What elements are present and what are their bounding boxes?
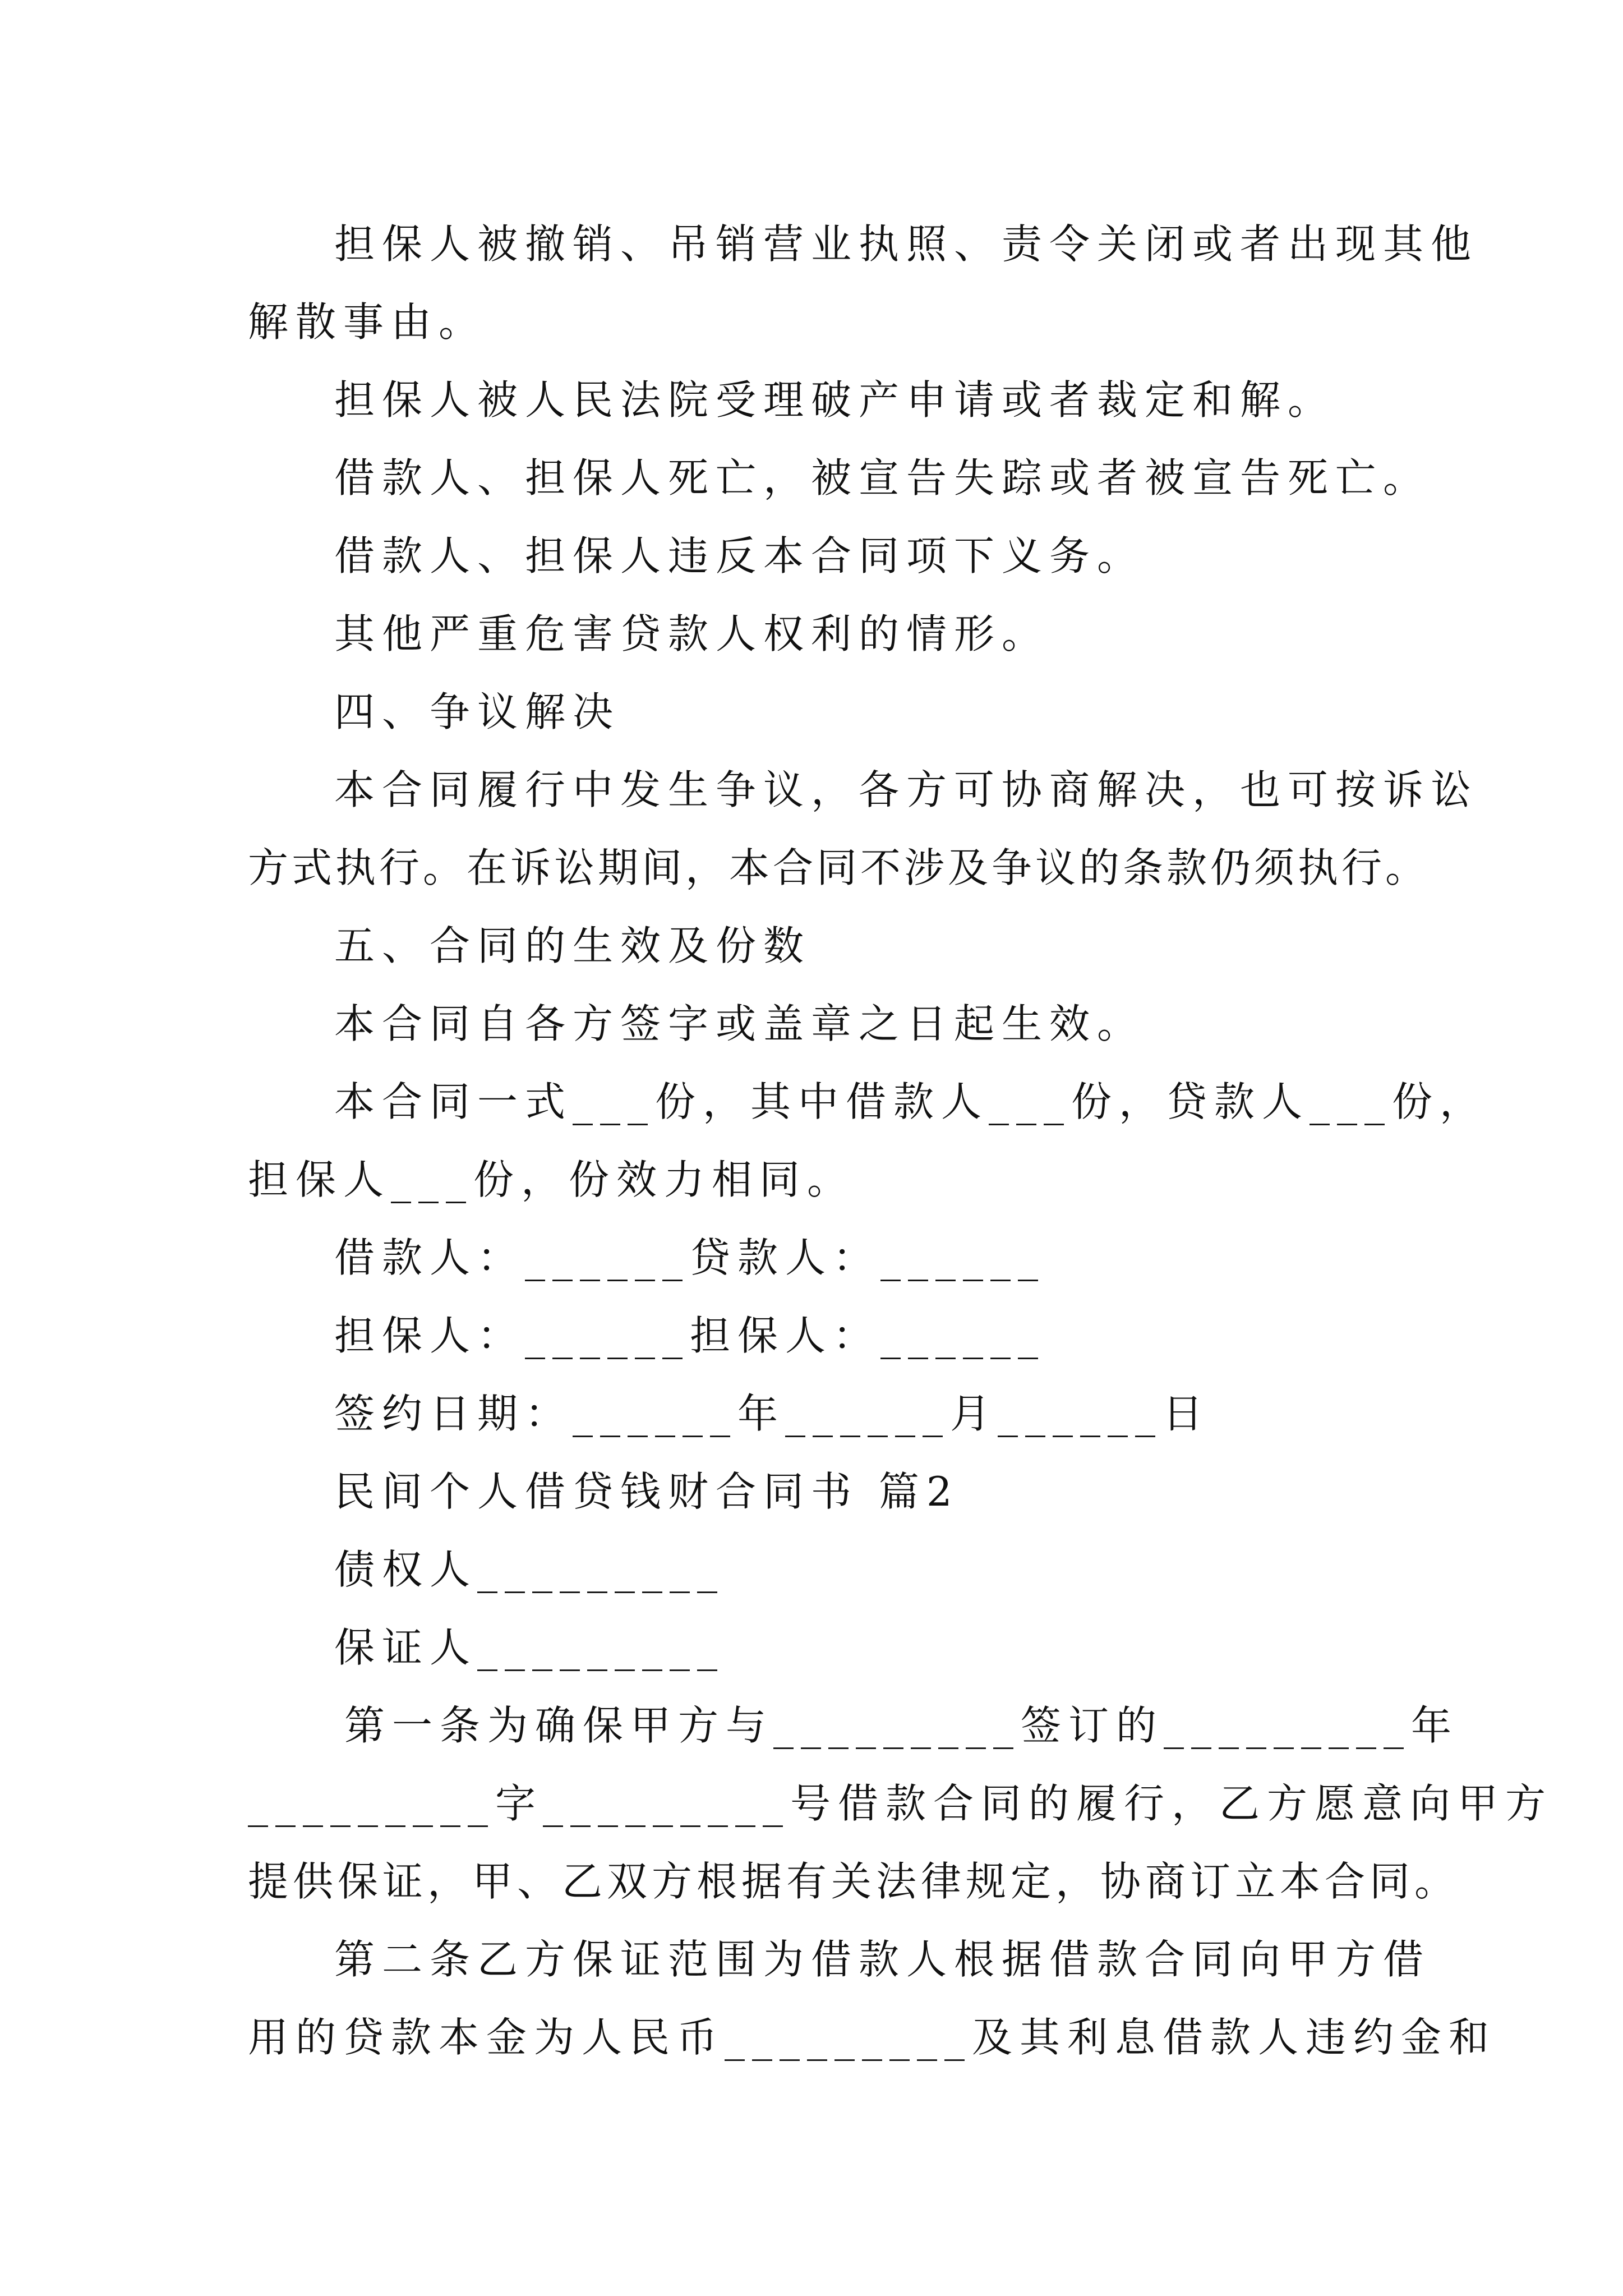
section-heading: 四、争议解决 [334,688,621,735]
paragraph-line: 借款人、担保人死亡，被宣告失踪或者被宣告死亡。 [334,454,1431,501]
paragraph-line: 解散事由。 [248,298,487,346]
paragraph-line: 担保人被撤销、吊销营业执照、责令关闭或者出现其他 [334,220,1479,268]
paragraph-line: 借款人、担保人违反本合同项下义务。 [334,532,1145,579]
paragraph-line: 方式执行。在诉讼期间，本合同不涉及争议的条款仍须执行。 [248,844,1430,891]
paragraph-line: 本合同自各方签字或盖章之日起生效。 [334,1000,1145,1047]
paragraph-line: 用的贷款本金为人民币_________及其利息借款人违约金和 [248,2014,1497,2061]
paragraph-line: 提供保证，甲、乙双方根据有关法律规定，协商订立本合同。 [248,1858,1460,1905]
section-heading: 五、合同的生效及份数 [334,922,811,969]
party-line: 保证人_________ [334,1624,725,1671]
paragraph-line: 本合同一式___份，其中借款人___份，贷款人___份， [334,1078,1488,1125]
article-line: 第二条乙方保证范围为借款人根据借款合同向甲方借 [334,1936,1431,1983]
signature-line: 担保人：______担保人：______ [334,1312,1046,1359]
party-line: 债权人_________ [334,1546,725,1593]
paragraph-line: 本合同履行中发生争议，各方可协商解决，也可按诉讼 [334,766,1479,813]
paragraph-line: _________字_________号借款合同的履行，乙方愿意向甲方 [248,1780,1553,1827]
paragraph-line: 其他严重危害贷款人权利的情形。 [334,610,1050,657]
signature-date-line: 签约日期：______年______月______日 [334,1390,1211,1437]
paragraph-line: 担保人___份，份效力相同。 [248,1156,855,1203]
document-subtitle: 民间个人借贷钱财合同书 篇2 [334,1468,960,1515]
article-line: 第一条为确保甲方与_________签订的_________年 [344,1702,1459,1749]
document-body [248,205,1553,2077]
paragraph-line: 担保人被人民法院受理破产申请或者裁定和解。 [334,376,1336,424]
signature-line: 借款人：______贷款人：______ [334,1234,1046,1281]
